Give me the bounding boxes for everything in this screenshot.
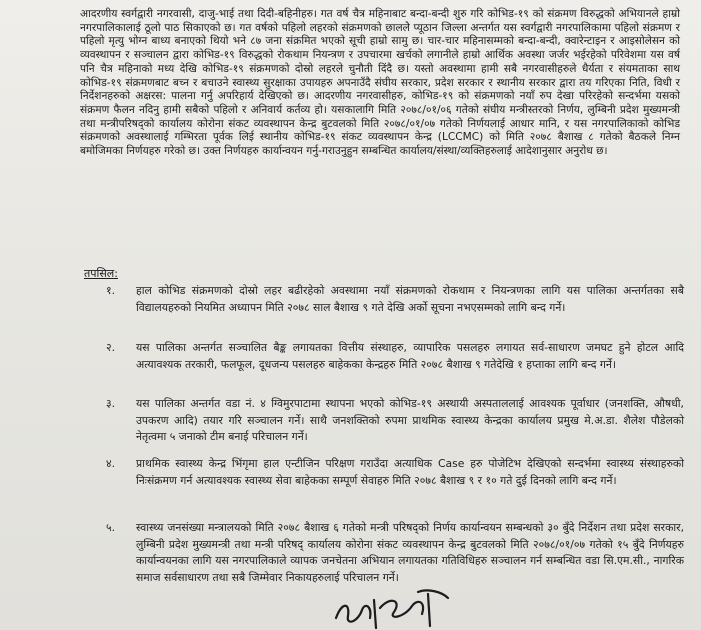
list-item-2: [106, 340, 684, 373]
item-text: यस पालिका अन्तर्गत वडा नं. ४ ग्विमुरपाटामा स्थापना भएको कोभिड-१९ अस्थायी अस्पताललाई आवश्यक पूर्वाधार (जनशक्ति, औषधी, उपकरण आदि) तयार गरि सञ्चालन गर्ने। साथै जनशक्तिको रुपमा प्राथमिक स्वास्थ्य केन्द्रका कार्यालय प्रमुख मे.अ.डा. शैलेश पौडेलको नेतृत्वमा ५ जनाको टीम बनाई परिचालन गर्ने।: [136, 397, 684, 443]
handwritten-signature: [332, 588, 452, 630]
intro-paragraph: आदरणीय स्वर्गद्वारी नगरवासी, दाजु-भाई तथा दिदी-बहिनीहरु। गत वर्ष चैत्र महिनाबाट बन्दा-बन्दी शुरु गरि कोभिड-१९ को संक्रमण विरुद्धको अभियानले हाम्रो नगरपालिकालाई ठूलो पाठ सिकाएको छ। गत वर्षको पहिलो लहरको संक्रमणको छाललेे प्यूठान जिल्ला अन्तर्गत यस स्वर्गद्वारी नगरपालिकामा पहिलो संक्रमण र पहिलो मृत्यु भोग्न बाध्य बनाएको थियो भने ८७ जना संक्रमित भएको सूची हाम्रो सामु छ। चार-चार महिनासम्मको बन्दा-बन्दी, क्वारेन्टाइन र आइसोलेसन को व्यवस्थापन र सञ्चालन द्वारा कोभिड-१९ विरुद्धको रोकथाम नियन्त्रण र उपचारमा खर्चको लगानीले हाम्रो आर्थिक अवस्था जर्जर भईरहेको परिवेशमा यस वर्ष पनि चैत्र महिनाको मध्य देखि कोभिड-१९ संक्रमणको दोस्रो लहरले चुनौती दिंदै छ। यस्तो अवस्थामा हामी सबै नगरवासीहरुले धैर्यता र संयमताका साथ कोभिड-१९ संक्रमणबाट बच्न र बचाउने स्वास्थ्य सुरक्षाका उपायहरु अपनाउँदै संघीय सरकार, प्रदेश सरकार र स्थानीय सरकार द्वारा तय गरिएका निति, विधी र निर्देशनहरुको अक्षरस: पालना गर्नु अपरिहार्य देखिएको छ। आदरणीय नगरवासीहरु, कोभिड-१९ को संक्रमणको नयाँ रुप देखा परिरहेको सन्दर्भमा यसको संक्रमण फैलन नदिनु हामी सबैको पहिलो र अनिवार्य कर्तव्य हो। यसकालागि मिति २०७८/०१/०६ गतेको संघीय मन्त्रीस्तरको निर्णय, लुम्बिनी प्रदेश मुख्यमन्त्री तथा मन्त्रीपरिषद्को कार्यालय कोरोना संकट व्यवस्थापन केन्द्र बुटवलको मिति २०७८/०१/०७ गतेको निर्णयलाई आधार मानि, र यस नगरपालिकाको कोभिड संक्रमणको अवस्थालाई गम्भिरता पूर्वक लिई स्थानीय कोभिड-१९ संकट व्यवस्थापन केन्द्र (LCCMC) को मिति २०७८ बैशाख ८ गतेको बैठकले निम्न बमोजिमका निर्णयहरु गरेको छ। उक्त निर्णयहरु कार्यान्वयन गर्नु-गराउनुहुन सम्बन्धित कार्यालय/संस्था/व्यक्तिहरुलाई आदेशानुसार अनुरोध छ।: [80, 8, 680, 158]
item-text: हाल कोभिड संक्रमणको दोस्रो लहर बढीरहेको अवस्थामा नयाँ संक्रमणको रोकथाम र नियन्त्रणका लागि यस पालिका अन्तर्गतका सबै विद्यालयहरुको नियमित अध्यापन मिति २०७८ साल बैशाख ९ गते देखि अर्को सूचना नभएसम्मको लागि बन्द गर्ने।: [136, 284, 684, 314]
item-number: १.: [106, 284, 116, 297]
item-text: यस पालिका अन्तर्गत सञ्चालित बैङ्क लगायतका वित्तीय संस्थाहरु, व्यापारिक पसलहरु लगायत सर्व-साधारण जमघट हुने होटल आदि अत्यावश्यक तरकारी, फलफूल, दूधजन्य पसलहरु बाहेकका केन्द्रहरु मिति २०७८ बैशाख ९ गतेदेखि १ हप्ताका लागि बन्द गर्ने।: [136, 341, 684, 371]
item-text: स्वास्थ्य जनसंख्या मन्त्रालयको मिति २०७८ बैशाख ६ गतेको मन्त्री परिषद्को निर्णय कार्यान्वयन सम्बन्धको ३० बुँदे निर्देशन तथा प्रदेश सरकार, लुम्बिनी प्रदेश मुख्यमन्त्री तथा मन्त्री परिषद् कार्यालय कोरोना संकट व्यवस्थापन केन्द्र बुटवलको मिति २०७८/०१/०७ गतेको १५ बुँदे निर्णयहरु कार्यान्वयनका लागि यस नगरपालिकाले व्यापक जनचेतना अभियान लगायतका गतिविधिहरु सञ्चालन गर्न सम्बन्धित वडा सि.एम.सी., नागरिक समाज सर्वसाधारण तथा सबै जिम्मेवार निकायहरुलाई परिचालन गर्ने।: [136, 521, 684, 584]
item-text: प्राथमिक स्वास्थ्य केन्द्र भिंगृमा हाल एन्टीजिन परिक्षण गराउँदा अत्याधिक Case हरु पोजेटिभ देखिएको सन्दर्भमा स्वास्थ्य संस्थाहरुको निःसंक्रमण गर्न अत्यावश्यक स्वास्थ्य सेवा बाहेकका सम्पूर्ण सेवाहरु मिति २०७८ बैशाख ९ र १० गते दुई दिनको लागि बन्द गर्ने।: [136, 457, 684, 487]
list-item-5: [106, 520, 684, 586]
section-heading: तपसिल:: [84, 267, 118, 280]
list-item-4: [106, 456, 684, 489]
item-number: ४.: [106, 457, 116, 470]
list-item-1: [106, 283, 684, 316]
item-number: २.: [106, 341, 116, 354]
item-number: ५.: [106, 521, 116, 534]
item-number: ३.: [106, 397, 116, 410]
list-item-3: [106, 396, 684, 446]
